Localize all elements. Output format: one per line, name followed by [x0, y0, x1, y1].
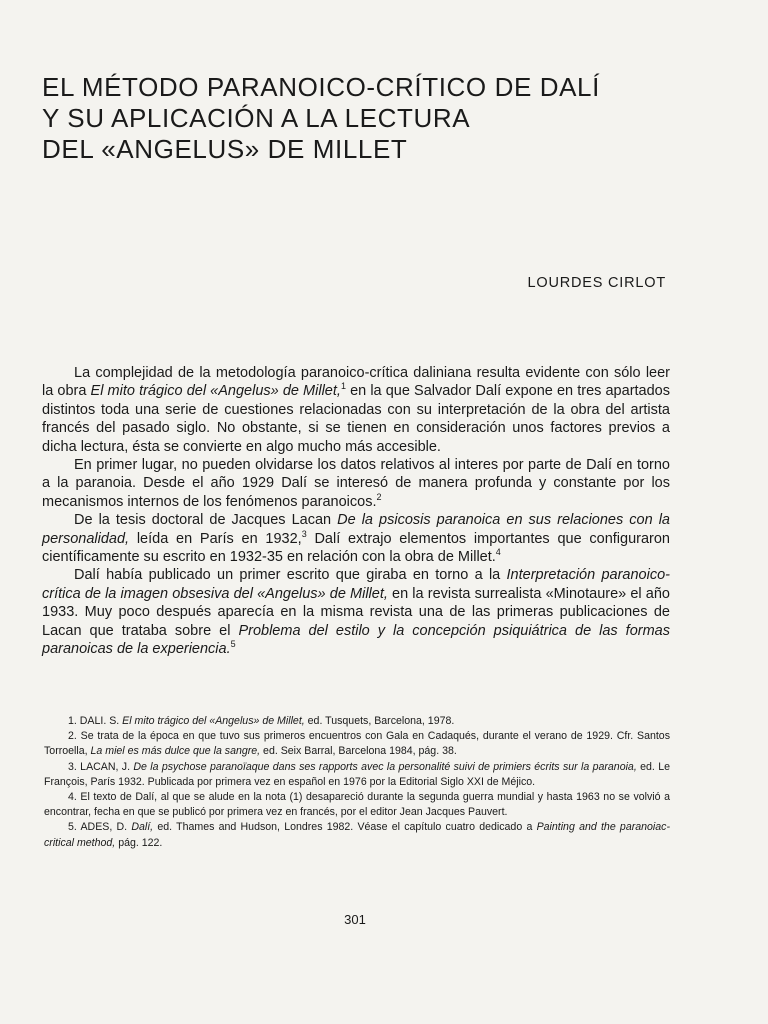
article-body — [42, 364, 670, 659]
paragraph-2 — [42, 456, 670, 511]
text-run: ed. Le François, París 1932. Publicada por primera vez en español en 1976 por la Editorial Siglo XXI de Méjico. — [44, 760, 670, 788]
italic-title: La miel es más dulce que la sangre, — [90, 745, 261, 758]
text-run: ed. Thames and Hudson, Londres 1982. Véase el capítulo cuatro dedicado a — [153, 821, 537, 834]
text-run: 2. Se trata de la época en que tuvo sus primeros encuentros con Gala en Cadaqués, durante el verano de 1929. Cfr. Santos Torroella, — [44, 730, 670, 758]
italic-title: Dalí, — [131, 821, 154, 834]
author-name: LOURDES CIRLOT — [527, 275, 666, 291]
italic-title: El mito trágico del «Angelus» de Millet, — [90, 383, 341, 400]
paragraph-3 — [42, 511, 670, 566]
title-line-1: EL MÉTODO PARANOICO-CRÍTICO DE DALÍ — [42, 72, 600, 102]
footnote-5 — [44, 820, 670, 850]
text-run: 1. DALI. S. — [68, 715, 123, 727]
text-run: en la que Salvador Dalí expone en tres apartados distintos toda una serie de cuestiones relacionadas con su interpretación de la obra del artista francés del pasado siglo. No obstante, si se tienen en consideración unos factores previos a dicha lectura, ésta se convierte en algo mucho más accesible. — [42, 383, 670, 455]
footnotes — [44, 714, 670, 851]
italic-title: El mito trágico del «Angelus» de Millet, — [122, 715, 305, 727]
footnote-1 — [44, 714, 670, 729]
text-run: En primer lugar, no pueden olvidarse los datos relativos al interes por parte de Dalí en torno a la paranoia. Desde el año 1929 Dalí se interesó de manera profunda y constante por los mecanismos internos de los fenómenos paranoicos. — [42, 457, 670, 510]
title-line-3: DEL «ANGELUS» DE MILLET — [42, 134, 408, 164]
text-run: 4. El texto de Dalí, al que se alude en la nota (1) desapareció durante la segunda guerra mundial y hasta 1963 no se volvió a encontrar, fecha en que se publicó por primera vez en francés, por el editor Jean Jacques Pauvert. — [44, 791, 670, 819]
page-number: 301 — [344, 912, 366, 927]
footnote-ref: 3 — [301, 528, 307, 539]
italic-title: Painting and the paranoiac-critical method, — [44, 821, 670, 849]
text-run: en la revista surrealista «Minotaure» el año 1933. Muy poco después aparecía en la misma revista una de las primeras publicaciones de Lacan que trataba sobre el — [42, 585, 670, 639]
footnote-2 — [44, 729, 670, 759]
text-run: ed. Seix Barral, Barcelona 1984, pág. 38. — [260, 745, 457, 758]
italic-title: De la psicosis paranoica en sus relaciones con la personalidad, — [42, 512, 670, 547]
text-run: ed. Tusquets, Barcelona, 1978. — [304, 715, 455, 727]
text-run: De la tesis doctoral de Jacques Lacan — [74, 512, 338, 529]
italic-title: Problema del estilo y la concepción psiquiátrica de las formas paranoicas de la experiencia. — [42, 622, 670, 658]
footnote-ref: 5 — [230, 639, 236, 650]
article-title — [42, 72, 702, 165]
text-run: leída en París en 1932, — [129, 530, 302, 547]
italic-title: Interpretación paranoico-crítica de la imagen obsesiva del «Angelus» de Millet, — [42, 567, 670, 602]
text-run: 3. LACAN, J. — [68, 760, 134, 773]
italic-title: De la psychose paranoïaque dans ses rapports avec la personalité suivi de primiers écrits sur la paranoia, — [133, 760, 637, 773]
footnote-3 — [44, 760, 670, 790]
text-run: Dalí extrajo elementos importantes que configuraron científicamente su escrito en 1932-35 en relación con la obra de Millet. — [42, 530, 670, 566]
paragraph-4 — [42, 566, 670, 658]
text-run: 5. ADES, D. — [68, 821, 132, 834]
text-run: pág. 122. — [115, 836, 163, 849]
footnote-ref: 1 — [340, 381, 346, 392]
footnote-ref: 2 — [376, 492, 382, 503]
text-run: La complejidad de la metodología paranoico-crítica daliniana resulta evidente con sólo leer la obra — [42, 365, 670, 400]
title-line-2: Y SU APLICACIÓN A LA LECTURA — [42, 103, 471, 133]
footnote-ref: 4 — [495, 547, 501, 558]
footnote-4 — [44, 790, 670, 820]
text-run: Dalí había publicado un primer escrito que giraba en torno a la — [74, 567, 507, 584]
paragraph-1 — [42, 364, 670, 456]
